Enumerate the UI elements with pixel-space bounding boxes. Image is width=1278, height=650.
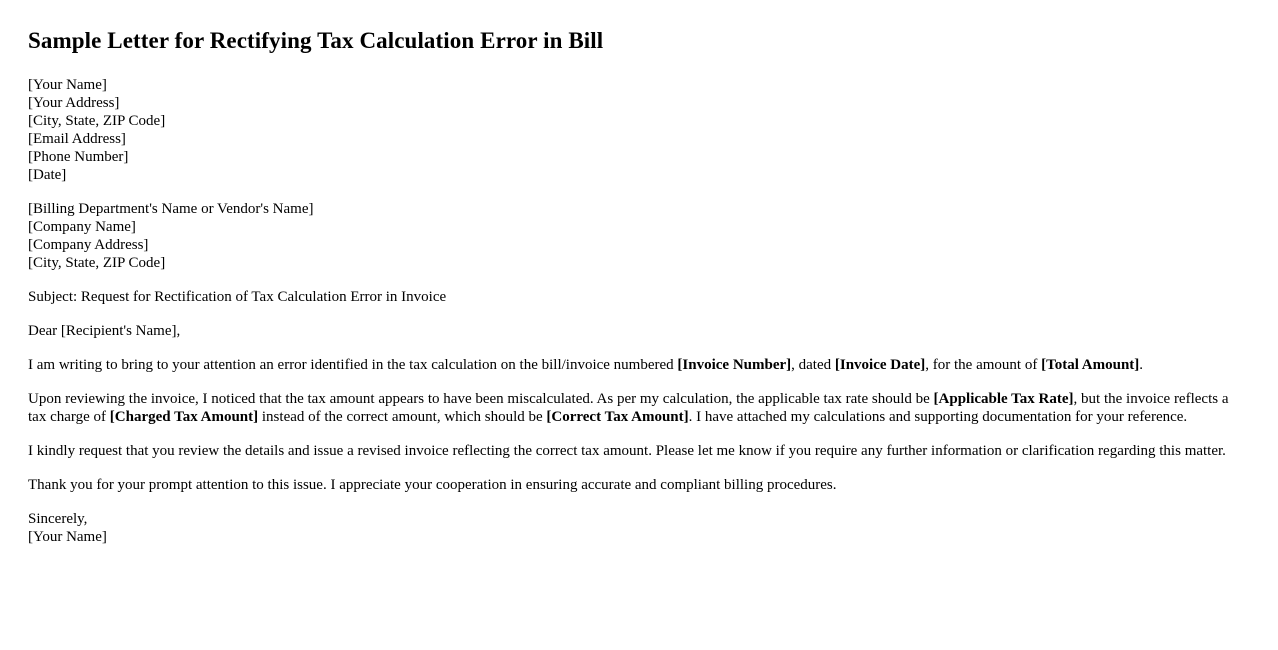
charged-tax-amount-placeholder: [Charged Tax Amount] (109, 409, 259, 425)
recipient-block (28, 200, 1250, 272)
sender-date: [Date] (28, 167, 67, 183)
recipient-company: [Company Name] (28, 219, 136, 235)
paragraph-invoice-details (28, 356, 1250, 374)
para2-text-2: , but the invoice reflects a tax charge of (28, 391, 1229, 425)
paragraph-thanks: Thank you for your prompt attention to this issue. I appreciate your cooperation in ensuring accurate and compliant billing procedures. (28, 477, 837, 493)
sender-block (28, 76, 1250, 184)
applicable-tax-rate-placeholder: [Applicable Tax Rate] (933, 391, 1074, 407)
para1-text-3: , for the amount of (925, 357, 1042, 373)
para2-text-1: Upon reviewing the invoice, I noticed that the tax amount appears to have been miscalculated. As per my calculation, the applicable tax rate should be (28, 391, 934, 407)
salutation: Dear [Recipient's Name], (28, 323, 181, 339)
signature: [Your Name] (28, 529, 107, 545)
para1-text-2: , dated (791, 357, 835, 373)
closing: Sincerely, (28, 511, 88, 527)
closing-block (28, 510, 1250, 546)
paragraph-request: I kindly request that you review the details and issue a revised invoice reflecting the correct tax amount. Please let me know if you require any further information or clarification regarding this matter. (28, 443, 1226, 459)
para2-text-3: instead of the correct amount, which should be (258, 409, 547, 425)
subject-line: Subject: Request for Rectification of Tax Calculation Error in Invoice (28, 289, 447, 305)
invoice-number-placeholder: [Invoice Number] (677, 357, 792, 373)
page-title: Sample Letter for Rectifying Tax Calculation Error in Bill (28, 28, 604, 53)
sender-city: [City, State, ZIP Code] (28, 113, 166, 129)
correct-tax-amount-placeholder: [Correct Tax Amount] (546, 409, 689, 425)
para1-text-1: I am writing to bring to your attention an error identified in the tax calculation on the bill/invoice numbered (28, 357, 678, 373)
paragraph-tax-error (28, 390, 1250, 426)
recipient-department: [Billing Department's Name or Vendor's Name] (28, 201, 314, 217)
sender-email: [Email Address] (28, 131, 126, 147)
sender-name: [Your Name] (28, 77, 107, 93)
sender-phone: [Phone Number] (28, 149, 129, 165)
recipient-address: [Company Address] (28, 237, 149, 253)
para1-text-4: . (1139, 357, 1144, 373)
para2-text-4: . I have attached my calculations and supporting documentation for your reference. (688, 409, 1188, 425)
invoice-date-placeholder: [Invoice Date] (834, 357, 926, 373)
sender-address: [Your Address] (28, 95, 120, 111)
recipient-city: [City, State, ZIP Code] (28, 255, 166, 271)
total-amount-placeholder: [Total Amount] (1041, 357, 1140, 373)
